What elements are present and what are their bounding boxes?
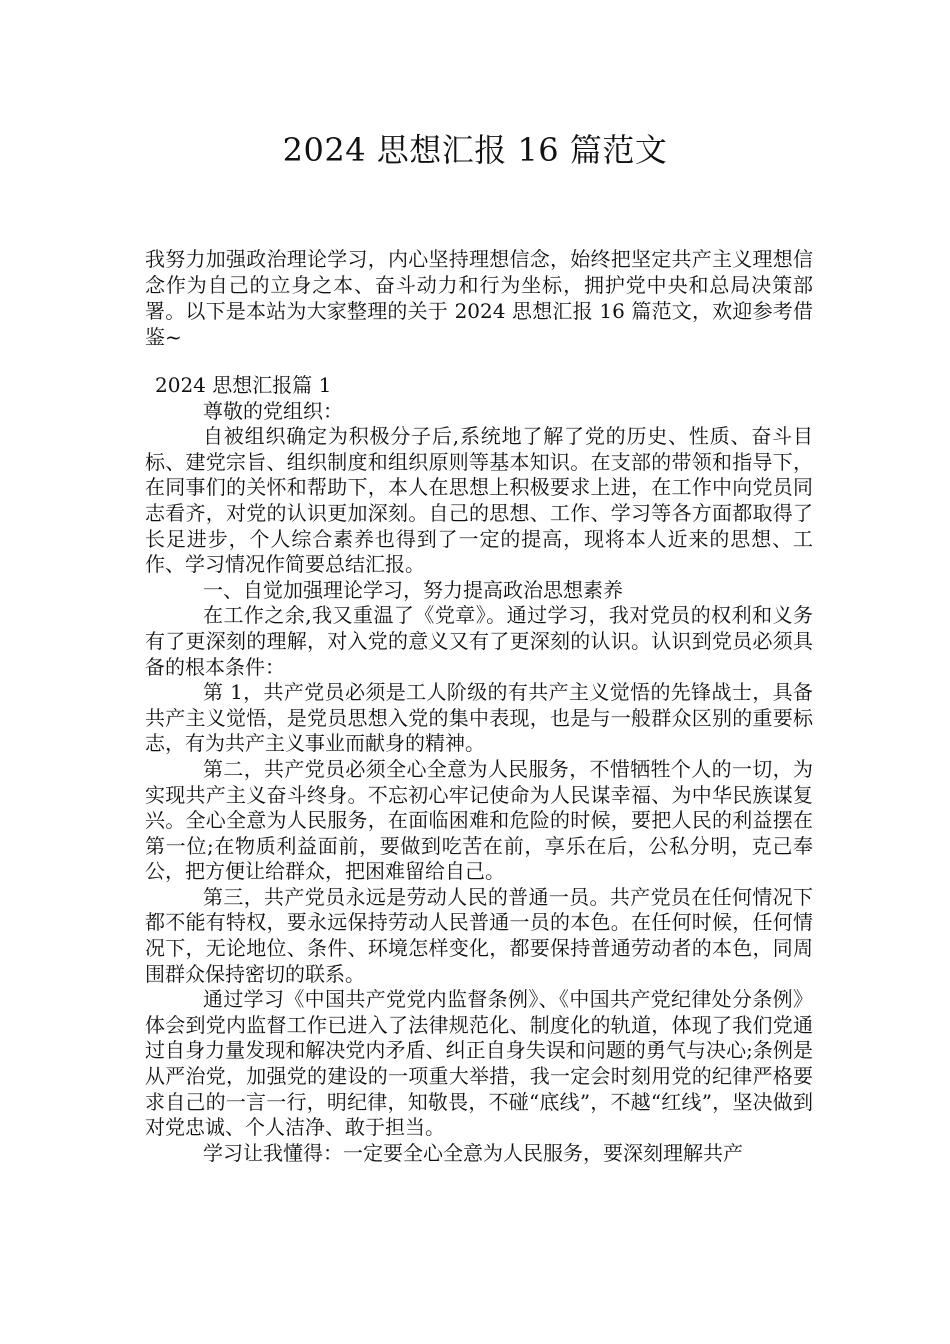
subsection-heading: 一、自觉加强理论学习，努力提高政治思想素养: [203, 577, 623, 602]
section-heading: 2024 思想汇报篇 1: [155, 373, 332, 397]
body-paragraph: 在工作之余,我又重温了《党章》。通过学习，我对党员的权利和义务有了更深刻的理解，对入党的意义又有了更深刻的认识。认识到党员必须具备的根本条件：: [145, 603, 813, 679]
body-paragraph: 第三，共产党员永远是劳动人民的普通一员。共产党员在任何情况下都不能有特权，要永远保持劳动人民普通一员的本色。在任何时候，任何情况下，无论地位、条件、环境怎样变化，都要保持普通劳动者的本色，同周围群众保持密切的联系。: [145, 884, 813, 986]
body-paragraph: 自被组织确定为积极分子后,系统地了解了党的历史、性质、奋斗目标、建党宗旨、组织制度和组织原则等基本知识。在支部的带领和指导下，在同事们的关怀和帮助下，本人在思想上积极要求上进，在工作中向党员同志看齐，对党的认识更加深刻。自己的思想、工作、学习等各方面都取得了长足进步，个人综合素养也得到了一定的提高，现将本人近来的思想、工作、学习情况作简要总结汇报。: [145, 424, 813, 577]
salutation: 尊敬的党组织：: [203, 398, 343, 423]
document-title: 2024 思想汇报 16 篇范文: [282, 131, 668, 169]
body-paragraph: 第二，共产党员必须全心全意为人民服务，不惜牺牲个人的一切，为实现共产主义奋斗终身。不忘初心牢记使命为人民谋幸福、为中华民族谋复兴。全心全意为人民服务，在面临困难和危险的时候，要把人民的利益摆在第一位;在物质利益面前，要做到吃苦在前，享乐在后，公私分明，克己奉公，把方便让给群众，把困难留给自己。: [145, 756, 813, 884]
body-paragraph: 第 1，共产党员必须是工人阶级的有共产主义觉悟的先锋战士，具备共产主义觉悟，是党员思想入党的集中表现，也是与一般群众区别的重要标志，有为共产主义事业而献身的精神。: [145, 680, 813, 756]
body-paragraph: 通过学习《中国共产党党内监督条例》、《中国共产党纪律处分条例》体会到党内监督工作已进入了法律规范化、制度化的轨道，体现了我们党通过自身力量发现和解决党内矛盾、纠正自身失误和问题的勇气与决心;条例是从严治党，加强党的建设的一项重大举措，我一定会时刻用党的纪律严格要求自己的一言一行，明纪律，知敬畏，不碰“底线”，不越“红线”，坚决做到对党忠诚、个人洁净、敢于担当。: [145, 987, 813, 1140]
body-paragraph: 学习让我懂得：一定要全心全意为人民服务，要深刻理解共产: [203, 1140, 743, 1165]
intro-paragraph: 我努力加强政治理论学习，内心坚持理想信念，始终把坚定共产主义理想信念作为自己的立身之本、奋斗动力和行为坐标，拥护党中央和总局决策部署。以下是本站为大家整理的关于 2024 思想汇报 16 篇范文，欢迎参考借鉴~: [145, 247, 813, 349]
document-body: [145, 373, 813, 1166]
